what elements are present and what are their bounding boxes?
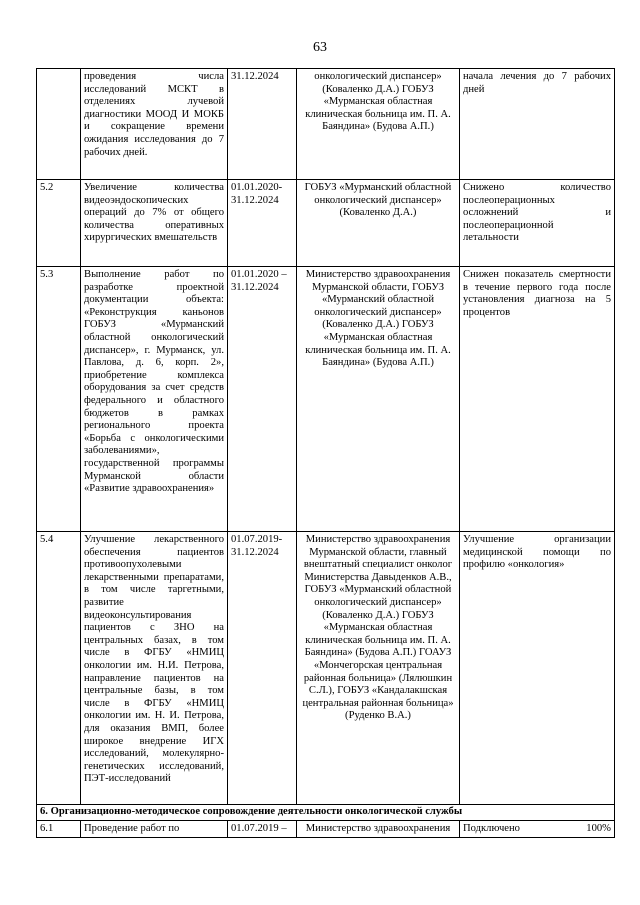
- page-number: 63: [313, 40, 327, 55]
- table-row: [37, 532, 615, 805]
- row-term: 01.01.2020-31.12.2024: [228, 180, 297, 267]
- row-executor: ГОБУЗ «Мурманский областной онкологический диспансер» (Коваленко Д.А.): [297, 180, 460, 267]
- row-number: 6.1: [37, 820, 81, 838]
- row-executor: Министерство здравоохранения Мурманской области, ГОБУЗ «Мурманский областной онкологический диспансер» (Коваленко Д.А.) ГОБУЗ «Мурманская областная клиническая больница им. П. А. Баяндина» (Будова А.П.): [297, 267, 460, 532]
- result-label: Подключено: [463, 822, 520, 834]
- row-term: 31.12.2024: [228, 69, 297, 180]
- row-executor: Министерство здравоохранения: [297, 820, 460, 838]
- row-number: 5.3: [37, 267, 81, 532]
- section-title: 6. Организационно-методическое сопровождение деятельности онкологической службы: [37, 805, 615, 821]
- row-description: проведения числа исследований МСКТ в отделениях лучевой диагностики МООД И МОКБ и сокращение времени ожидания исследования до 7 рабочих дней.: [81, 69, 228, 180]
- row-number: 5.4: [37, 532, 81, 805]
- row-number: [37, 69, 81, 180]
- row-description: Увеличение количества видеоэндоскопических операций до 7% от общего количества оперативных хирургических вмешательств: [81, 180, 228, 267]
- row-term: 01.07.2019-31.12.2024: [228, 532, 297, 805]
- row-description: Проведение работ по: [81, 820, 228, 838]
- row-result: Улучшение организации медицинской помощи по профилю «онкология»: [460, 532, 615, 805]
- section-header-row: [37, 805, 615, 821]
- row-description: Улучшение лекарственного обеспечения пациентов противоопухолевыми лекарственными препаратами, в том числе таргетными, развитие видеоконсультирования пациентов с ЗНО на центральных базах, в том числе в ФГБУ «НМИЦ онкологии им. Н.И. Петрова, направление пациентов на центральные базы, в том числе в ФГБУ «НМИЦ онкологии им. Н. И. Петрова, для оказания ВМП, более широкое внедрение ИГХ исследований, молекулярно-генетических исследований, ПЭТ-исследований: [81, 532, 228, 805]
- table-row: [37, 820, 615, 838]
- row-executor: онкологический диспансер» (Коваленко Д.А.) ГОБУЗ «Мурманская областная клиническая больница им. П. А. Баяндина» (Будова А.П.): [297, 69, 460, 180]
- table-row: [37, 180, 615, 267]
- action-plan-table: [36, 68, 615, 838]
- table-row: [37, 267, 615, 532]
- row-number: 5.2: [37, 180, 81, 267]
- row-executor: Министерство здравоохранения Мурманской области, главный внештатный специалист онколог Министерства Давыденков А.В., ГОБУЗ «Мурманский областной онкологический диспансер» (Коваленко Д.А.) ГОБУЗ «Мурманская областная клиническая больница им. П. А. Баяндина» (Будова А.П.) ГОАУЗ «Мончегорская центральная районная больница» (Лялюшкин С.Л.), ГОБУЗ «Кандалакшская центральная районная больница» (Руденко В.А.): [297, 532, 460, 805]
- row-result: [460, 820, 615, 838]
- row-result: Снижено количество послеоперационных осложнений и послеоперационной летальности: [460, 180, 615, 267]
- row-result: начала лечения до 7 рабочих дней: [460, 69, 615, 180]
- table-row: [37, 69, 615, 180]
- result-value: 100%: [586, 822, 611, 834]
- row-term: 01.07.2019 –: [228, 820, 297, 838]
- row-term: 01.01.2020 – 31.12.2024: [228, 267, 297, 532]
- row-description: Выполнение работ по разработке проектной документации объекта: «Реконструкция каньонов ГОБУЗ «Мурманский областной онкологический диспансер», г. Мурманск, ул. Павлова, д. 6, корп. 2», приобретение комплекса оборудования за счет средств федерального и областного бюджетов в рамках регионального проекта «Борьба с онкологическими заболеваниями», государственной программы Мурманской области «Развитие здравоохранения»: [81, 267, 228, 532]
- row-result: Снижен показатель смертности в течение первого года после установления диагноза на 5 процентов: [460, 267, 615, 532]
